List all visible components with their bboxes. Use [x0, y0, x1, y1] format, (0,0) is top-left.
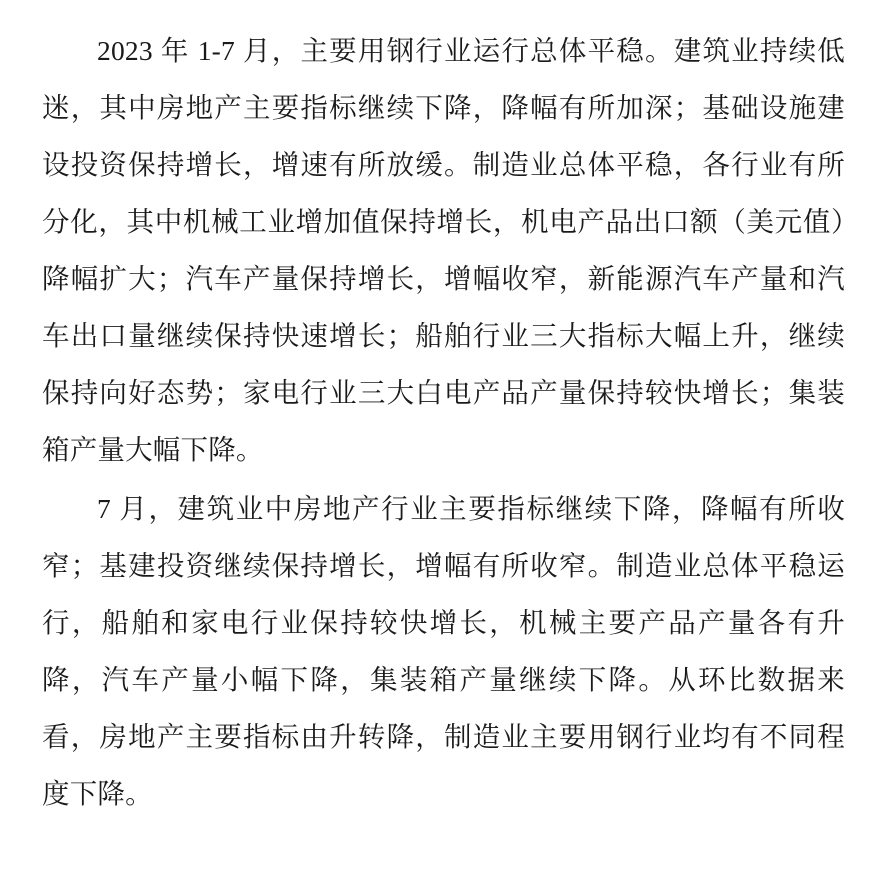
paragraph-2: 7 月，建筑业中房地产行业主要指标继续下降，降幅有所收窄；基建投资继续保持增长，增幅有所收窄。制造业总体平稳运行，船舶和家电行业保持较快增长，机械主要产品产量各有升降，汽车产量小幅下降，集装箱产量继续下降。从环比数据来看，房地产主要指标由升转降，制造业主要用钢行业均有不同程度下降。 [42, 493, 845, 809]
document-body [42, 22, 845, 822]
paragraph-1: 2023 年 1-7 月，主要用钢行业运行总体平稳。建筑业持续低迷，其中房地产主要指标继续下降，降幅有所加深；基础设施建设投资保持增长，增速有所放缓。制造业总体平稳，各行业有所分化，其中机械工业增加值保持增长，机电产品出口额（美元值）降幅扩大；汽车产量保持增长，增幅收窄，新能源汽车产量和汽车出口量继续保持快速增长；船舶行业三大指标大幅上升，继续保持向好态势；家电行业三大白电产品产量保持较快增长；集装箱产量大幅下降。 [42, 35, 845, 465]
